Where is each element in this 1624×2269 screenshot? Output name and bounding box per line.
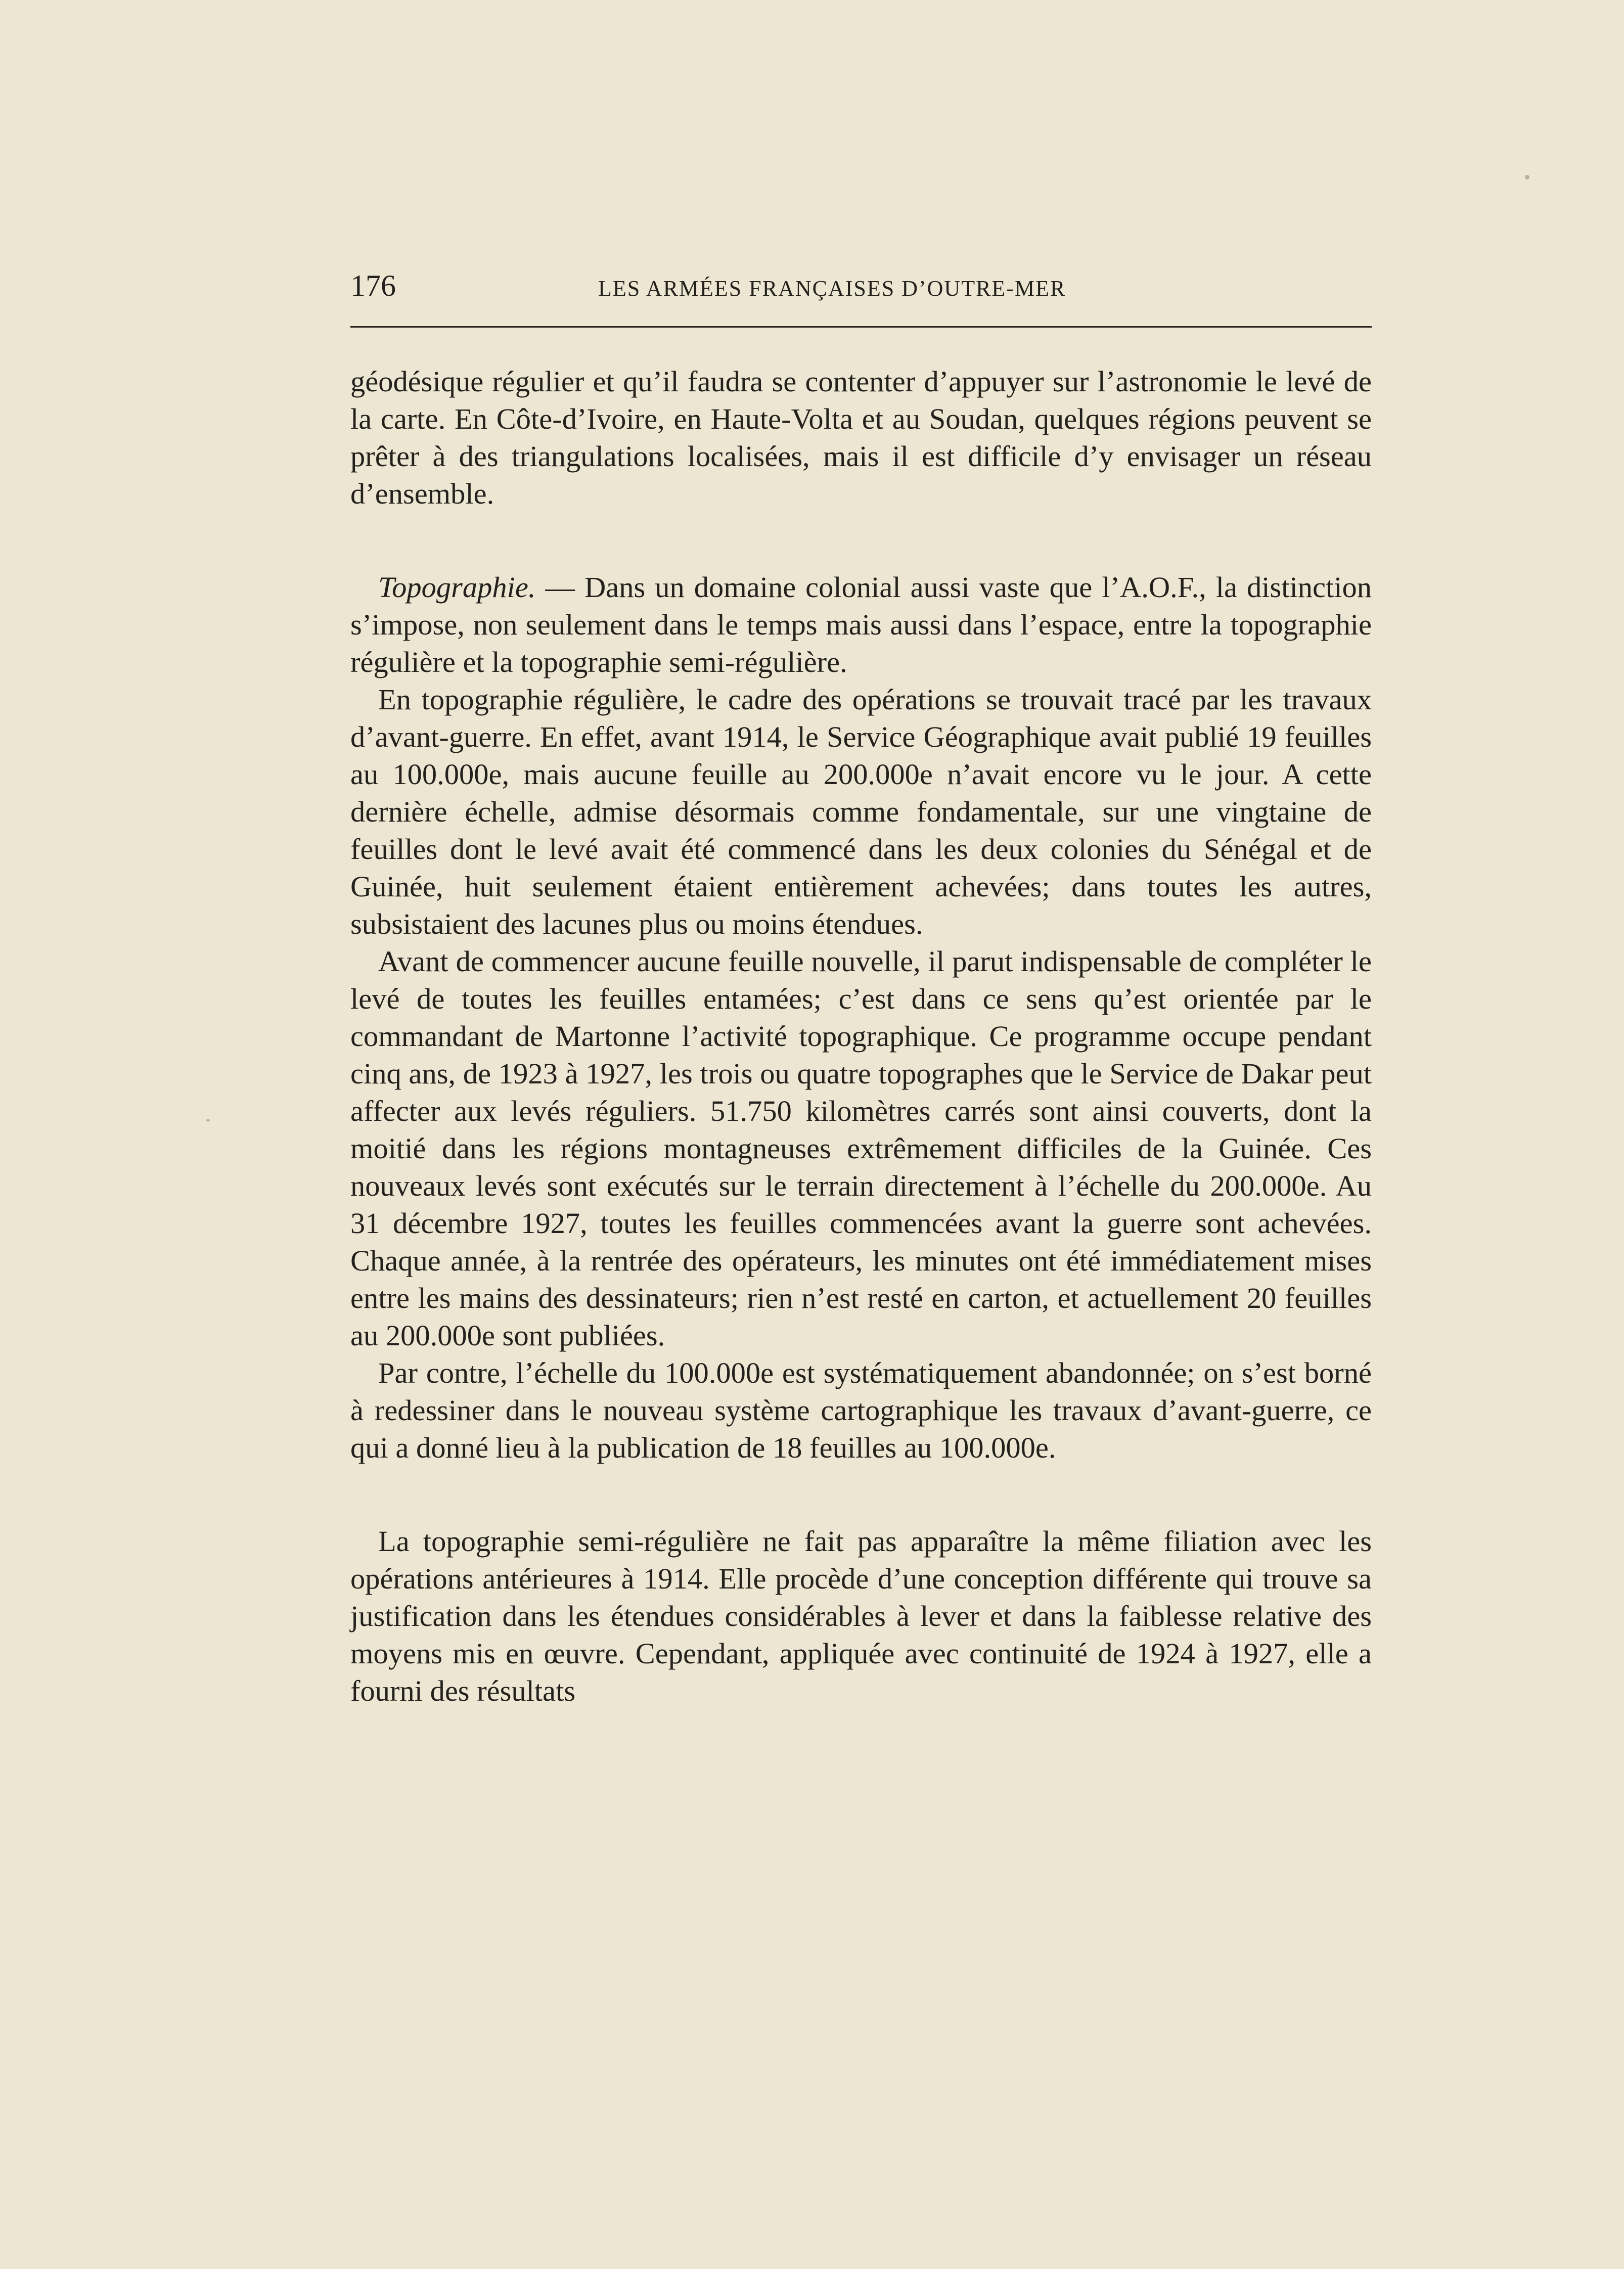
page-number: 176 xyxy=(350,269,396,302)
scan-speck xyxy=(206,1119,210,1121)
paragraph-topographie xyxy=(350,569,1372,681)
page-header xyxy=(350,268,1372,303)
body-text xyxy=(350,363,1372,1710)
paragraph-semi-reguliere: La topographie semi-régulière ne fait pas apparaître la même filiation avec les opérations antérieures à 1914. Elle procède d’une conception différente qui trouve sa justification dans les étendues considérables à lever et dans la faiblesse relative des moyens mis en œuvre. Cependant, appliquée avec continuité de 1924 à 1927, elle a fourni des résultats xyxy=(350,1525,1372,1707)
paragraph-programme: Avant de commencer aucune feuille nouvelle, il parut indispensable de compléter le levé de toutes les feuilles entamées; c’est dans ce sens qu’est orientée par le commandant de Martonne l’activité topographique. Ce programme occupe pendant cinq ans, de 1923 à 1927, les trois ou quatre topographes que le Service de Dakar peut affecter aux levés réguliers. 51.750 kilomètres carrés sont ainsi couverts, dont la moitié dans les régions montagneuses extrêmement difficiles de la Guinée. Ces nouveaux levés sont exécutés sur le terrain directement à l’échelle du 200.000e. Au 31 décembre 1927, toutes les feuilles commencées avant la guerre sont achevées. Chaque année, à la rentrée des opérateurs, les minutes ont été immédiatement mises entre les mains des dessinateurs; rien n’est resté en carton, et actuellement 20 feuilles au 200.000e sont publiées. xyxy=(350,945,1372,1352)
header-rule xyxy=(350,326,1372,328)
scan-speck xyxy=(1525,175,1529,179)
paragraph-topographie-text: — Dans un domaine colonial aussi vaste que l’A.O.F., la distinction s’impose, non seulement dans le temps mais aussi dans l’espace, entre la topographie régulière et la topographie semi-régulière. xyxy=(350,571,1372,678)
section-heading-topographie: Topographie. xyxy=(378,571,536,604)
paragraph-echelle: Par contre, l’échelle du 100.000e est systématiquement abandonnée; on s’est borné à redessiner dans le nouveau système cartographique les travaux d’avant-guerre, ce qui a donné lieu à la publication de 18 feuilles au 100.000e. xyxy=(350,1356,1372,1464)
paragraph-topographie-reguliere: En topographie régulière, le cadre des opérations se trouvait tracé par les travaux d’avant-guerre. En effet, avant 1914, le Service Géographique avait publié 19 feuilles au 100.000e, mais aucune feuille au 200.000e n’avait encore vu le jour. A cette dernière échelle, admise désormais comme fondamentale, sur une vingtaine de feuilles dont le levé avait été commencé dans les deux colonies du Sénégal et de Guinée, huit seulement étaient entièrement achevées; dans toutes les autres, subsistaient des lacunes plus ou moins étendues. xyxy=(350,683,1372,940)
running-title: LES ARMÉES FRANÇAISES D’OUTRE-MER xyxy=(598,276,1066,301)
paragraph-geodesie: géodésique régulier et qu’il faudra se contenter d’appuyer sur l’astronomie le levé de la carte. En Côte-d’Ivoire, en Haute-Volta et au Soudan, quelques régions peuvent se prêter à des triangulations localisées, mais il est difficile d’y envisager un réseau d’ensemble. xyxy=(350,365,1372,510)
